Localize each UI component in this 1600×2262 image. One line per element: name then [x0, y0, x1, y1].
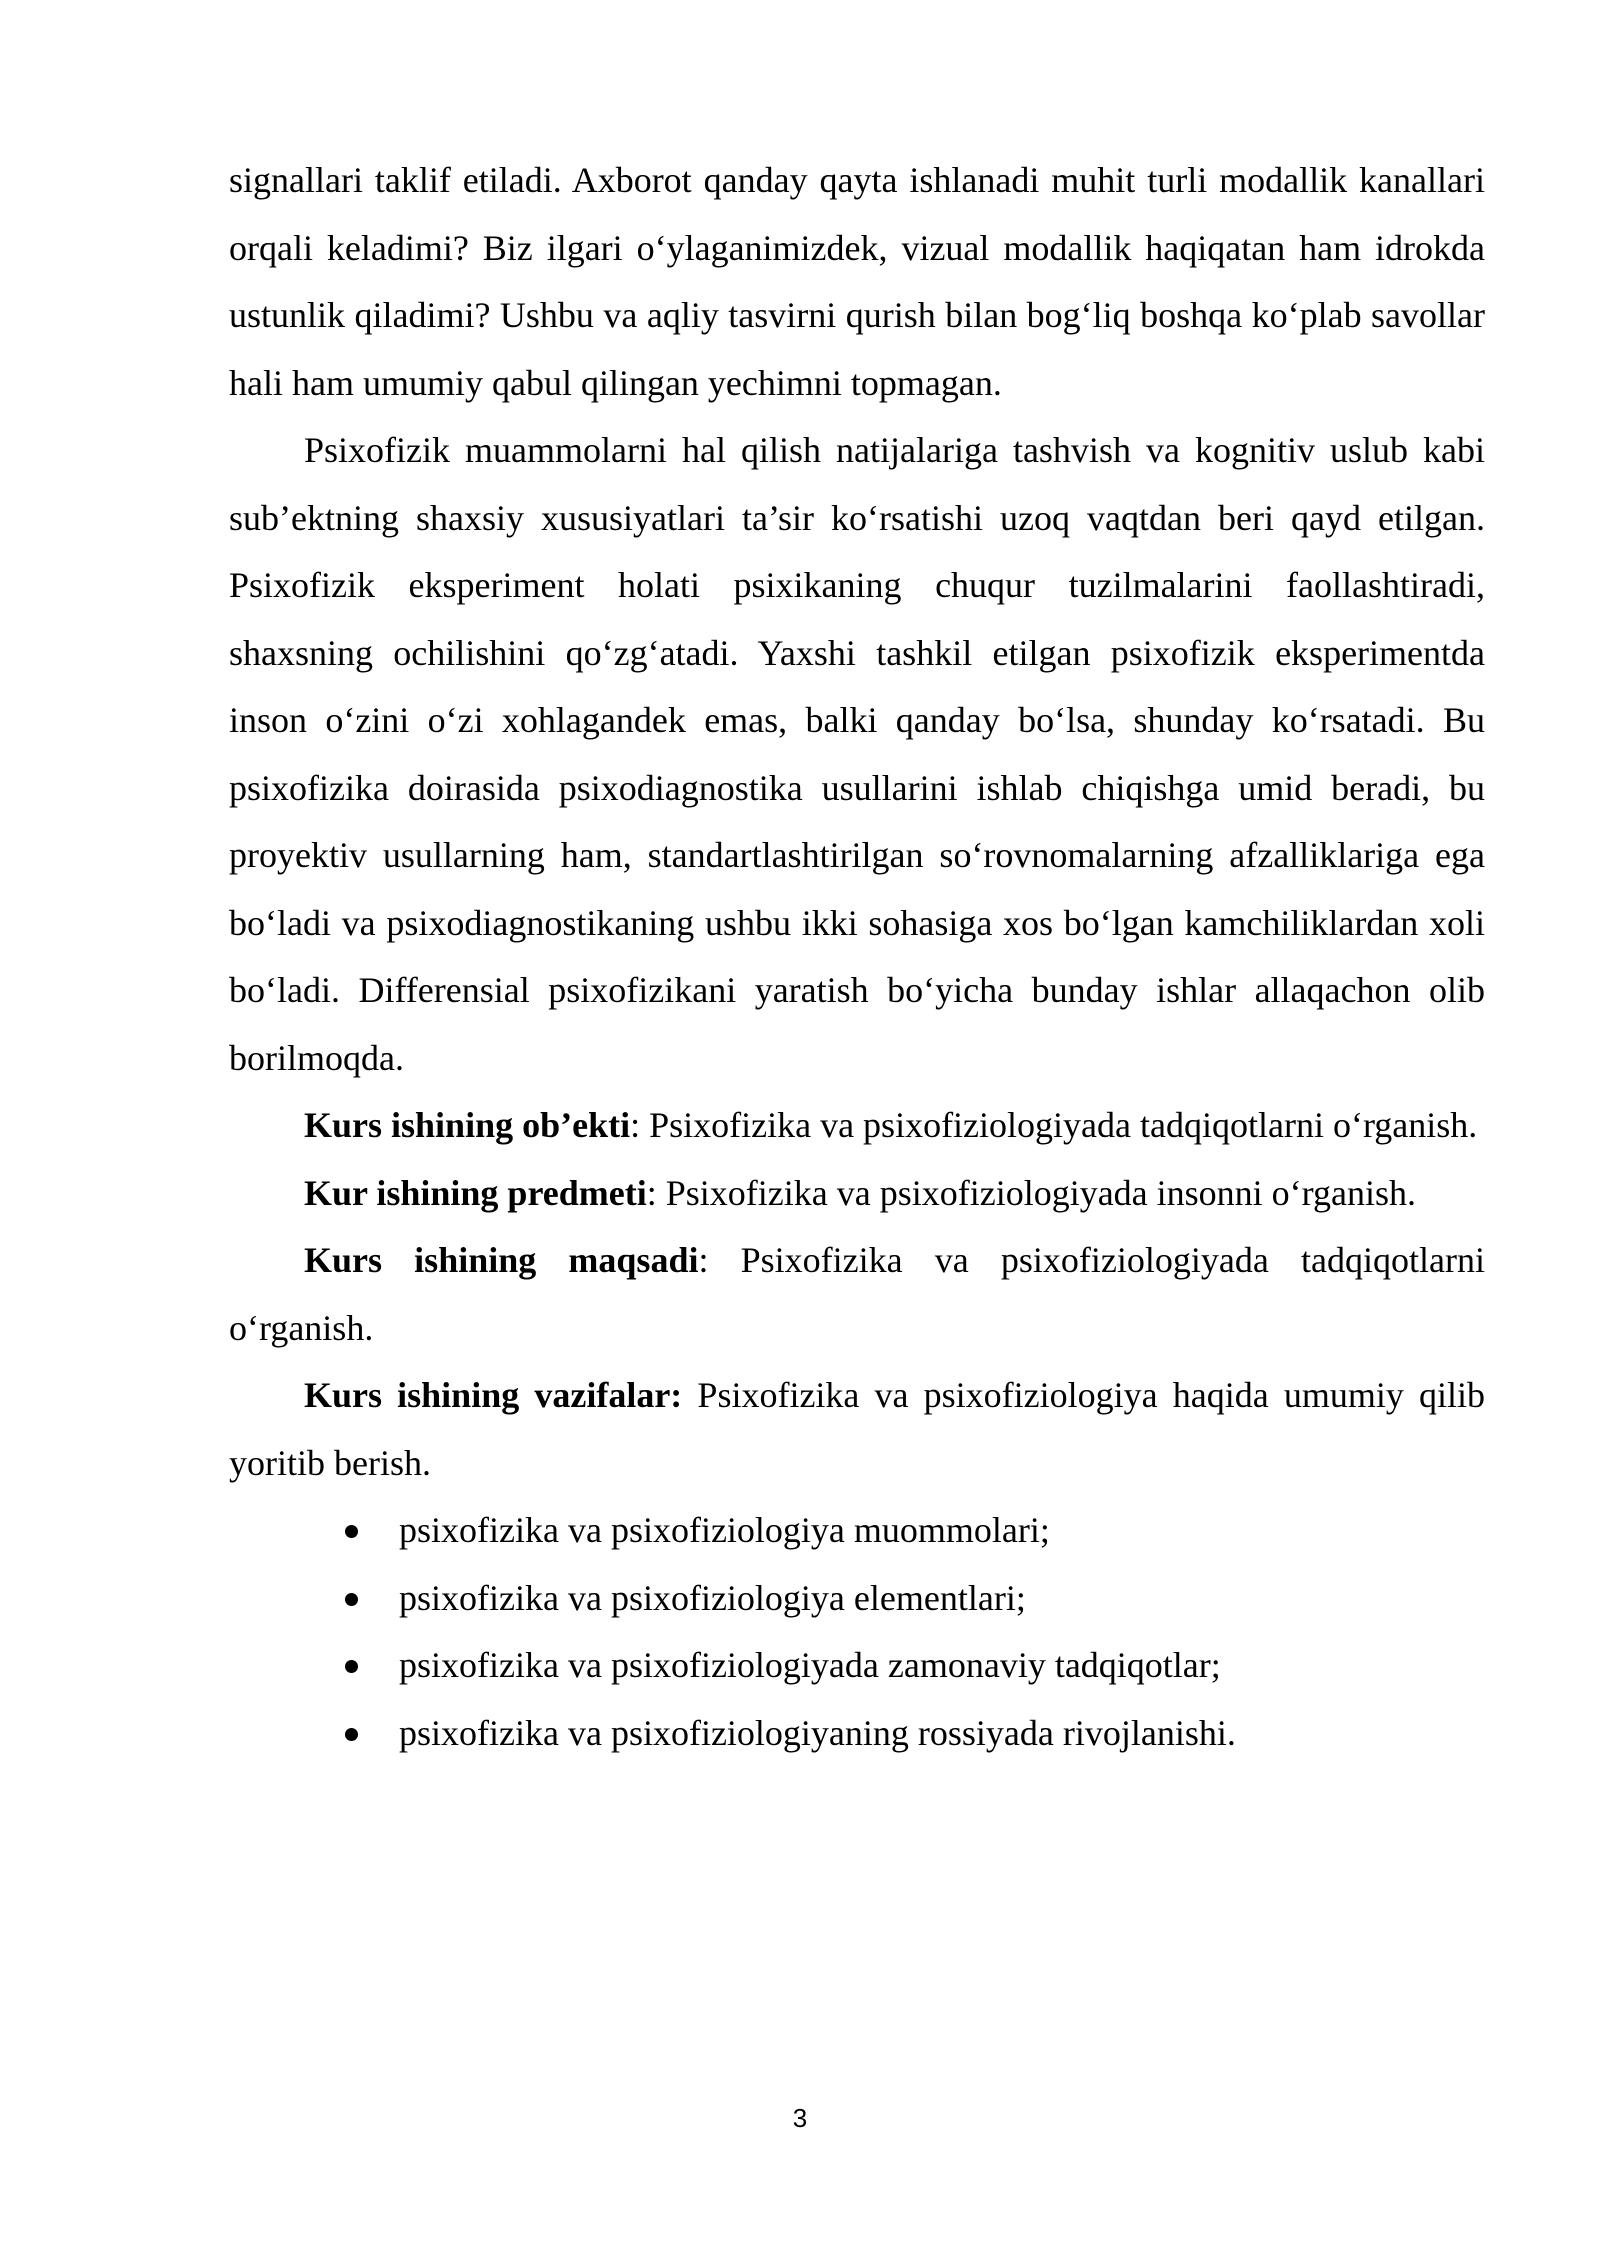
tasks-list — [229, 1497, 1485, 1767]
list-item — [399, 1497, 1485, 1565]
section-goal — [229, 1227, 1485, 1362]
bullet-icon — [345, 1728, 358, 1741]
section-subject-label: Kur ishining predmeti — [304, 1172, 647, 1213]
list-item — [399, 1565, 1485, 1633]
bullet-icon — [345, 1660, 358, 1673]
section-tasks — [229, 1362, 1485, 1497]
section-subject-text: : Psixofizika va psixofiziologiyada insonni o‘rganish. — [646, 1172, 1416, 1213]
section-object — [229, 1092, 1485, 1160]
body-paragraph-1: signallari taklif etiladi. Axborot qanday qayta ishlanadi muhit turli modallik kanallari orqali keladimi? Biz ilgari o‘ylaganimizdek, vizual modallik haqiqatan ham idrokda ustunlik qiladimi? Ushbu va aqliy tasvirni qurish bilan bog‘liq boshqa ko‘plab savollar hali ham umumiy qabul qilingan yechimni topmagan. — [229, 160, 1485, 403]
bullet-icon — [345, 1593, 358, 1606]
list-item-text: psixofizika va psixofiziologiyaning rossiyada rivojlanishi. — [399, 1712, 1236, 1753]
bullet-icon — [345, 1525, 358, 1538]
list-item-text: psixofizika va psixofiziologiya muommolari; — [399, 1510, 1050, 1550]
section-tasks-text: Psixofizika va psixofiziologiya haqida umumiy qilib yoritib berish. — [229, 1375, 1485, 1483]
list-item — [399, 1700, 1485, 1768]
section-goal-label: Kurs ishining maqsadi — [304, 1240, 699, 1280]
section-subject — [229, 1160, 1485, 1228]
list-item-text: psixofizika va psixofiziologiya elementlari; — [399, 1577, 1026, 1618]
body-paragraph-2: Psixofizik muammolarni hal qilish natijalariga tashvish va kognitiv uslub kabi sub’ektning shaxsiy xususiyatlari ta’sir ko‘rsatishi uzoq vaqtdan beri qayd etilgan. Psixofizik eksperiment holati psixikaning chuqur tuzilmalarini faollashtiradi, shaxsning ochilishini qo‘zg‘atadi. Yaxshi tashkil etilgan psixofizik eksperimentda inson o‘zini o‘zi xohlagandek emas, balki qanday bo‘lsa, shunday ko‘rsatadi. Bu psixofizika doirasida psixodiagnostika usullarini ishlab chiqishga umid beradi, bu proyektiv usullarning ham, standartlashtirilgan so‘rovnomalarning afzalliklariga ega bo‘ladi va psixodiagnostikaning ushbu ikki sohasiga xos bo‘lgan kamchiliklardan xoli bo‘ladi. Differensial psixofizikani yaratish bo‘yicha bunday ishlar allaqachon olib borilmoqda. — [229, 430, 1485, 1078]
list-item-text: psixofizika va psixofiziologiyada zamonaviy tadqiqotlar; — [399, 1645, 1221, 1685]
section-tasks-label: Kurs ishining vazifalar: — [304, 1375, 683, 1415]
page-content — [229, 147, 1485, 1767]
section-object-label: Kurs ishining ob’ekti — [304, 1105, 631, 1145]
page-number: 3 — [792, 2103, 808, 2133]
section-goal-text: : Psixofizika va psixofiziologiyada tadqiqotlarni o‘rganish. — [229, 1240, 1485, 1348]
list-item — [399, 1632, 1485, 1700]
section-object-text: : Psixofizika va psixofiziologiyada tadqiqotlarni o‘rganish. — [630, 1105, 1478, 1145]
